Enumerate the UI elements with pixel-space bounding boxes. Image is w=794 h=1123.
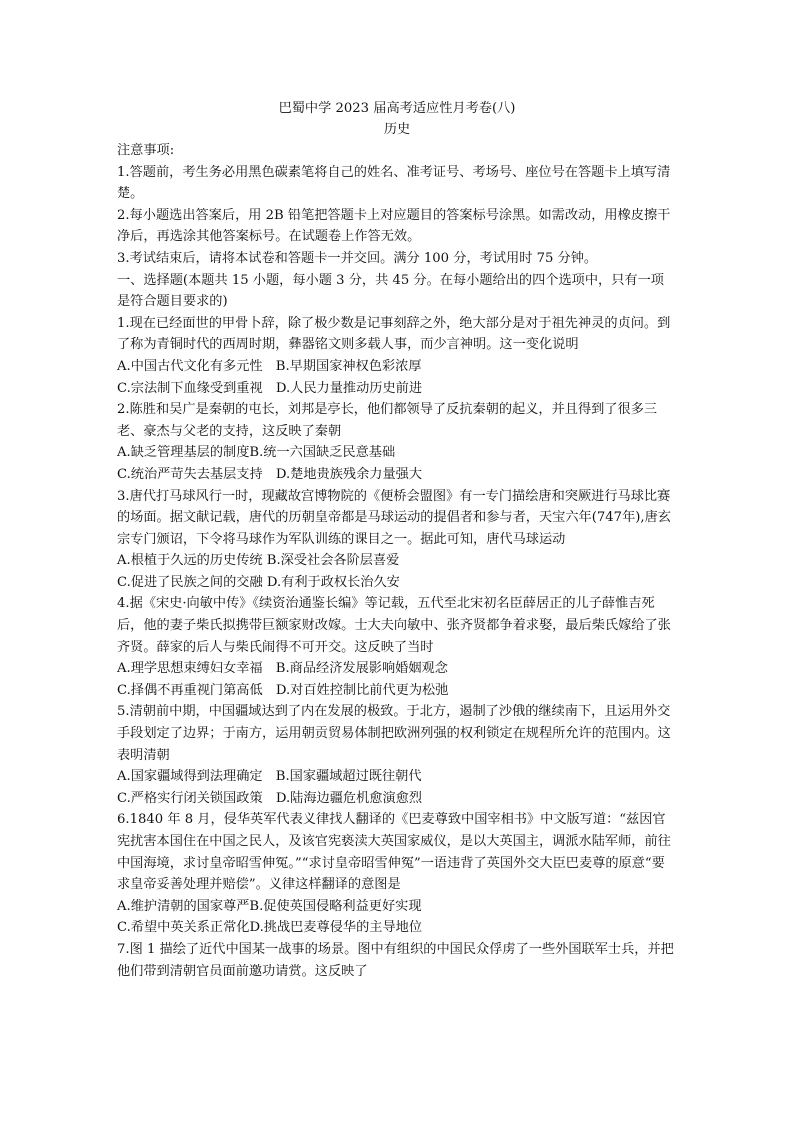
question-stem: 7.图 1 描绘了近代中国某一战事的场景。图中有组织的中国民众俘虏了一些外国联军士兵，并把他们带到清朝官员面前邀功请赏。这反映了 [117, 941, 674, 979]
option-line: A.理学思想束缚妇女幸福 B.商品经济发展影响婚姻观念 [117, 661, 448, 677]
question-1 [117, 313, 677, 399]
exam-content [117, 98, 677, 982]
question-stem: 4.据《宋史·向敏中传》《续资治通鉴长编》等记载，五代至北宋初名臣薛居正的儿子薛惟吉死后，他的妻子柴氏拟携带巨额家财改嫁。士大夫向敏中、张齐贤都争着求娶，最后柴氏嫁给了张齐贤。薛家的后人与柴氏闹得不可开交。这反映了当时 [117, 596, 671, 655]
notice-heading: 注意事项: [117, 143, 175, 158]
question-stem: 5.清朝前中期，中国疆域达到了内在发展的极致。于北方，遏制了沙俄的继续南下，且运用外交手段划定了边界；于南方，运用朝贡贸易体制把欧洲列强的权利锁定在规程所允许的范围内。这表明清朝 [117, 704, 671, 763]
option-line: C.择偶不再重视门第高低 D.对百姓控制比前代更为松弛 [117, 682, 449, 698]
question-stem: 3.唐代打马球风行一时，现藏故宫博物院的《便桥会盟图》有一专门描绘唐和突厥进行马球比赛的场面。据文献记载，唐代的历朝皇帝都是马球运动的提倡者和参与者，天宝六年(747年),唐玄宗专门颁诏，下令将马球作为军队训练的课目之一。据此可知，唐代马球运动 [117, 488, 671, 547]
question-6 [117, 809, 677, 939]
exam-title: 巴蜀中学 2023 届高考适应性月考卷(八) [278, 101, 516, 116]
option-line: C.宗法制下血缘受到重视 D.人民力量推动历史前进 [117, 380, 423, 396]
option-line: A.缺乏管理基层的制度B.统一六国缺乏民意基础 [117, 445, 396, 461]
option-line: C.严格实行闭关锁国政策 D.陆海边疆危机愈演愈烈 [117, 790, 423, 806]
notice-item: 1.答题前，考生务必用黑色碳素笔将自己的姓名、准考证号、考场号、座位号在答题卡上填写清楚。 [117, 164, 671, 202]
section-heading: 一、选择题(本题共 15 小题，每小题 3 分，共 45 分。在每小题给出的四个选项中，只有一项是符合题目要求的) [117, 272, 664, 310]
option-line: A.国家疆域得到法理确定 B.国家疆域超过既往朝代 [117, 769, 422, 785]
option-line: A.根植于久远的历史传统 B.深受社会各阶层喜爱 [117, 553, 400, 569]
question-2 [117, 399, 677, 485]
question-stem: 6.1840 年 8 月，侵华英军代表义律找人翻译的《巴麦尊致中国宰相书》中文版写道：“兹因官宪扰害本国住在中国之民人，及该官宪亵渎大英国家威仪，是以大英国主，调派水陆军师，前往中国海境，求讨皇帝昭雪伸冤。”“求讨皇帝昭雪伸冤”一语违背了英国外交大臣巴麦尊的原意“要求皇帝妥善处理并赔偿”。义律这样翻译的意图是 [117, 812, 671, 893]
option-line: C.希望中英关系正常化D.挑战巴麦尊侵华的主导地位 [117, 920, 423, 936]
question-7 [117, 939, 677, 982]
option-line: A.中国古代文化有多元性 B.早期国家神权色彩浓厚 [117, 358, 422, 374]
question-stem: 1.现在已经面世的甲骨卜辞，除了极少数是记事刻辞之外，绝大部分是对于祖先神灵的贞问。到了称为青铜时代的西周时期，彝器铭文则多载人事，而少言神明。这一变化说明 [117, 315, 671, 353]
option-line: C.统治严苛失去基层支持 D.楚地贵族残余力量强大 [117, 466, 423, 482]
question-3 [117, 486, 677, 594]
notice-item: 2.每小题选出答案后，用 2B 铅笔把答题卡上对应题目的答案标号涂黑。如需改动，用橡皮擦干净后，再选涂其他答案标号。在试题卷上作答无效。 [117, 207, 671, 245]
option-line: A.维护清朝的国家尊严B.促使英国侵略利益更好实现 [117, 898, 422, 914]
question-4 [117, 593, 677, 701]
option-line: C.促进了民族之间的交融 D.有利于政权长治久安 [117, 574, 400, 590]
question-5 [117, 701, 677, 809]
notice-item: 3.考试结束后，请将本试卷和答题卡一并交回。满分 100 分，考试用时 75 分钟。 [117, 250, 598, 266]
exam-subject: 历史 [383, 122, 411, 137]
question-stem: 2.陈胜和吴广是秦朝的屯长，刘邦是亭长，他们都领导了反抗秦朝的起义，并且得到了很多三老、豪杰与父老的支持，这反映了秦朝 [117, 402, 658, 439]
